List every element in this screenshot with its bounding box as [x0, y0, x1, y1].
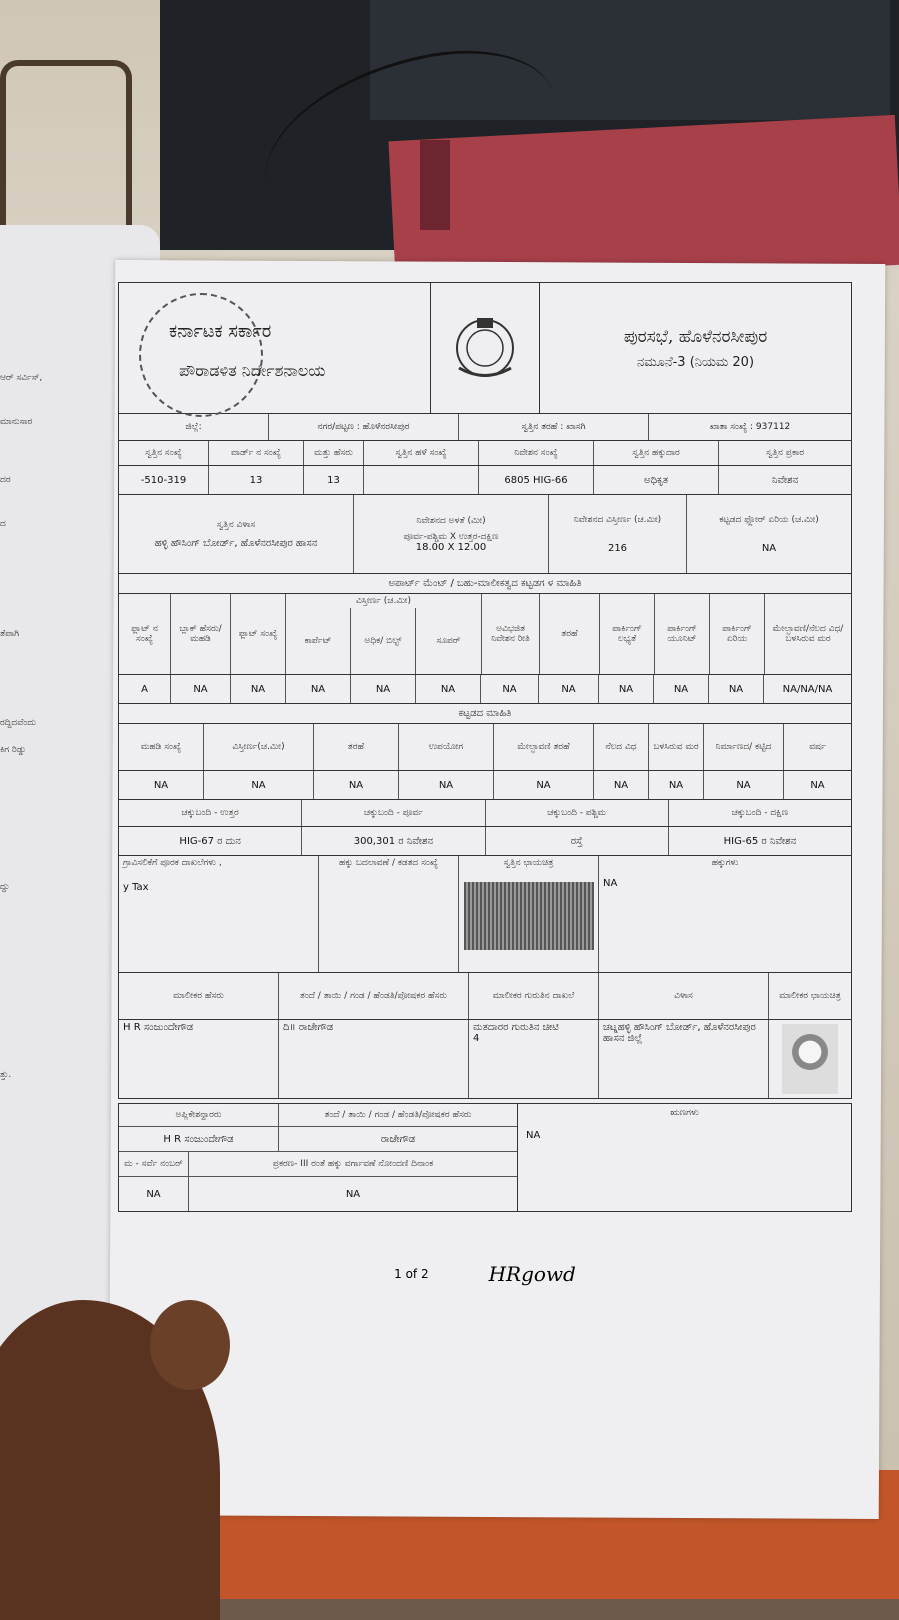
- property-photo-label: ಸ್ವತ್ತಿನ ಛಾಯಚಿತ್ರ: [503, 858, 554, 868]
- owner-header-cell: ವಿಳಾಸ: [599, 973, 769, 1019]
- ids-header-cell: ಮತ್ತು ಹೆಸರು: [304, 441, 364, 465]
- apartment-header-cell: ಫ್ಲಾಟ್ ಸಂಖ್ಯೆ: [231, 594, 286, 674]
- apartment-area-subheader: ವಿಸ್ತೀರ್ಣ (ಚ.ಮೀ): [355, 596, 412, 606]
- area-cell: [549, 495, 687, 573]
- apartment-header-cell: ಅವಿಭಜಿತ ನಿವೇಶನ ರೀತಿ: [482, 594, 540, 674]
- building-header-cell: ವರ್ಷ: [809, 742, 826, 752]
- building-header-cell: ಬಳಸಿರುವ ಮರ: [649, 724, 704, 770]
- applicant-header-row: [119, 1104, 517, 1127]
- apartment-value-cell: NA: [351, 675, 416, 703]
- applicant-name: H R ಸಂಜುಂದೇಗೌಡ: [119, 1127, 279, 1151]
- owner-header-cell: ಮಾಲೀಕರ ಹೆಸರು: [119, 973, 279, 1019]
- building-value-row: [118, 771, 852, 800]
- apartment-value-cell: NA: [416, 675, 481, 703]
- dimension-sub: ಪೂರ್ವ-ಪಶ್ಚಿಮ X ಉತ್ತರ-ದಕ್ಷಿಣ: [403, 531, 499, 542]
- ids-header-cell: ಸ್ವತ್ತಿನ ಸಂಖ್ಯೆ: [119, 441, 209, 465]
- red-folder-tab: [420, 140, 450, 230]
- boundary-label: ಚಕ್ಕುಬಂದಿ - ದಕ್ಷಿಣ: [731, 808, 789, 818]
- building-value-cell: NA: [649, 771, 704, 799]
- documents-label: ಗ್ರಾವಿಸಲಿಕೆಗೆ ಪೂರಕ ದಾಖಲೆಗಳು ,: [123, 858, 222, 868]
- building-header-cell: ತರಹೆ: [314, 724, 399, 770]
- left-snippet: ದ್ದು: [0, 882, 10, 892]
- owner-header-row: [118, 973, 852, 1020]
- property-photo-cell: [459, 856, 599, 972]
- rights-cell: [599, 856, 851, 972]
- signature: HRgowd: [488, 1262, 576, 1286]
- ids-value-cell: 13: [209, 466, 304, 494]
- owner-id-cell: [469, 1020, 599, 1098]
- building-value-cell: NA: [810, 779, 825, 791]
- apartment-value-cell: NA: [654, 675, 709, 703]
- dimension-value: 18.00 X 12.00: [415, 541, 487, 553]
- left-snippet: ಮಾನುಸಾರ: [0, 417, 33, 427]
- apartment-header-cell: ಪಾರ್ಕಿಂಗ್ ಯೂನಿಟ್: [655, 594, 710, 674]
- ids-value-row: [118, 466, 852, 495]
- document-footer: [118, 1262, 852, 1286]
- property-photo: [464, 882, 594, 950]
- building-value-cell: NA: [119, 771, 204, 799]
- district-label: ಜಿಲ್ಲೆ:: [119, 414, 269, 440]
- owner-id-number: 4: [473, 1033, 480, 1044]
- ids-value-cell: 6805 HIG-66: [479, 466, 594, 494]
- apartment-header-cell: ಬ್ಲಾಕ್ ಹೆಸರು/ ಮಹಡಿ: [171, 594, 231, 674]
- owner-parent: ದಿ॥ ರಾಜೇಗೌಡ: [279, 1020, 469, 1098]
- page-number: 1 of 2: [394, 1267, 429, 1281]
- building-header-cell: ಮಹಡಿ ಸಂಖ್ಯೆ: [119, 724, 204, 770]
- apartment-value-cell: NA: [231, 675, 286, 703]
- documents-value: y Tax: [123, 882, 149, 893]
- address-value: ಹಳ್ಳಿ ಹೌಸಿಂಗ್ ಬೋರ್ಡ್, ಹೊಳೆನರಸೀಪುರ ಹಾಸನ: [154, 537, 318, 549]
- survey-label: ಮ - ಸರ್ವೆ ನಂಬರ್: [119, 1152, 189, 1176]
- property-type: ಸ್ವತ್ತಿನ ತರಹೆ : ಖಾಸಗಿ: [459, 414, 649, 440]
- building-section-title: ಕಟ್ಟಡದ ಮಾಹಿತಿ: [118, 704, 852, 724]
- apartment-header-row: [118, 594, 852, 675]
- building-value-cell: NA: [314, 771, 399, 799]
- apartment-value-cell: NA: [599, 675, 654, 703]
- boundary-label: ಚಕ್ಕುಬಂದಿ - ಪೂರ್ವ: [302, 800, 485, 826]
- apartment-value-cell: NA/NA/NA: [782, 683, 833, 695]
- mutation-label: ಹಕ್ಕು ಬದಲಾವಣೆ / ಕಡತದ ಸಂಖ್ಯೆ: [338, 858, 438, 868]
- apartment-header-cell: ಪಾರ್ಕಿಂಗ್ ಏರಿಯ: [710, 594, 765, 674]
- survey-value-row: [119, 1177, 517, 1211]
- built-area-value: NA: [761, 542, 777, 554]
- owner-header-cell: ಮಾಲೀಕರ ಗುರುತಿನ ದಾಖಲೆ: [469, 973, 599, 1019]
- ids-value-cell: 13: [304, 466, 364, 494]
- apartment-value-cell: NA: [286, 675, 351, 703]
- building-header-cell: ವಿಸ್ತೀರ್ಣ(ಚ.ಮೀ): [204, 724, 314, 770]
- ids-value-cell: ಅಧಿಕೃತ: [594, 466, 719, 494]
- header-left-title: ಕರ್ನಾಟಕ ಸರ್ಕಾರ: [169, 321, 272, 342]
- thumb: [150, 1300, 230, 1390]
- header-right-title: ಪುರಸಭೆ, ಹೊಳೆನರಸೀಪುರ: [623, 326, 768, 347]
- apartment-value-cell: NA: [481, 675, 539, 703]
- apartment-value-cell: NA: [539, 675, 599, 703]
- building-value-cell: NA: [399, 771, 494, 799]
- owner-header-cell: ಮಾಲೀಕರ ಛಾಯಚಿತ್ರ: [779, 991, 841, 1001]
- boundary-value: HIG-67 ರ ದುನ: [119, 827, 302, 855]
- applicant-label: ಅಪ್ಲಿಕೇಶನ್ದಾರರು: [119, 1104, 279, 1126]
- apartment-header-cell: ಫ್ಲಾಟ್ ನ ಸಂಖ್ಯೆ: [119, 594, 171, 674]
- header-left: [119, 283, 430, 413]
- apartment-area-group: [286, 594, 482, 674]
- loans-label: ಋಣಗಳು: [670, 1108, 699, 1118]
- left-snippet: ತೆಪಾಗಿ: [0, 629, 19, 639]
- area-label: ನಿವೇಶನದ ವಿಸ್ತೀರ್ಣ (ಚ.ಮೀ): [573, 514, 662, 525]
- building-header-cell: ಉಪಯೋಗ: [399, 724, 494, 770]
- emblem-icon: [445, 308, 525, 388]
- area-value: 216: [607, 542, 628, 554]
- applicant-table: [118, 1103, 518, 1212]
- ids-header-cell: ವಾರ್ಡ್ ನ ಸಂಖ್ಯೆ: [209, 441, 304, 465]
- survey-date-label: ಪ್ರಕರಣ- III ರಂತೆ ಹಕ್ಕು ವರ್ಗಾವಣೆ ನೋಂದಣಿ ದಿನಾಂಕ: [272, 1159, 434, 1169]
- info-row: [118, 414, 852, 441]
- built-area-label: ಕಟ್ಟಡದ ಫ್ಲೋರ್ ಏರಿಯ (ಚ.ಮೀ): [719, 514, 819, 525]
- survey-value: NA: [119, 1177, 189, 1211]
- owner-photo: [782, 1024, 838, 1094]
- boundary-value: ರಸ್ತೆ: [486, 827, 669, 855]
- left-snippet: ತ್ತು.: [0, 1070, 12, 1080]
- left-snippet: ಆರ್ ಸರ್ವಿಸ್,: [0, 373, 43, 383]
- address-cell: [119, 495, 354, 573]
- ids-header-cell: ಸ್ವತ್ತಿನ ಪ್ರಕಾರ: [766, 448, 804, 458]
- apartment-area-columns: [286, 608, 481, 674]
- built-area-cell: [687, 495, 851, 573]
- document-header: [118, 282, 852, 414]
- survey-header-row: [119, 1152, 517, 1177]
- property-document: [118, 282, 852, 1212]
- apartment-value-cell: NA: [709, 675, 764, 703]
- header-left-subtitle: ಪೌರಾಡಳಿತ ನಿರ್ದೇಶನಾಲಯ: [179, 361, 326, 380]
- state-emblem: [430, 283, 540, 413]
- ids-value-cell: [364, 466, 479, 494]
- owner-id-doc: ಮತದಾರರ ಗುರುತಿನ ಚೀಟಿ: [473, 1022, 559, 1033]
- boundary-value-row: [118, 827, 852, 856]
- survey-date-value: NA: [345, 1188, 361, 1200]
- boundary-label-row: [118, 800, 852, 827]
- chair: [0, 60, 132, 246]
- building-value-cell: NA: [204, 771, 314, 799]
- owner-name: H R ಸಂಜುಂದೇಗೌಡ: [119, 1020, 279, 1098]
- apartment-value-cell: A: [119, 675, 171, 703]
- city-label: ನಗರ/ಪಟ್ಟಣ : ಹೊಳೆನರಸೀಪುರ: [269, 414, 459, 440]
- header-right: [540, 283, 851, 413]
- applicant-parent: ರಾಜೇಗೌಡ: [380, 1133, 416, 1145]
- owner-value-row: [118, 1020, 852, 1099]
- building-header-cell: ನೆಲದ ವಿಧ: [594, 724, 649, 770]
- loans-value: NA: [526, 1130, 541, 1141]
- owner-photo-cell: [769, 1020, 851, 1098]
- apartment-header-cell: ಕಾರ್ಪೆಟ್: [286, 608, 351, 674]
- address-row: [118, 495, 852, 574]
- dimension-cell: [354, 495, 549, 573]
- owner-address: ಚಟ್ನಹಳ್ಳಿ ಹೌಸಿಂಗ್ ಬೋರ್ಡ್, ಹೊಳೆನರಸೀಪುರ ಹಾಸನ ಜಿಲ್ಲೆ: [599, 1020, 769, 1098]
- ids-header-cell: ಸ್ವತ್ತಿನ ಹಕ್ಕುದಾರ: [594, 441, 719, 465]
- seal-stamp: [139, 293, 263, 417]
- building-header-row: [118, 724, 852, 771]
- rights-value: NA: [603, 878, 618, 889]
- dimension-label: ನಿವೇಶನದ ಅಳತೆ (ಮೀ): [416, 515, 486, 526]
- lower-block: [118, 1103, 852, 1212]
- left-snippet: ದ: [0, 519, 6, 529]
- left-snippet: ದರ: [0, 475, 11, 485]
- documents-row: [118, 856, 852, 973]
- boundary-value: HIG-65 ರ ನಿವೇಶನ: [723, 835, 797, 847]
- applicant-parent-label: ತಂದೆ / ತಾಯಿ / ಗಂಡ / ಹೆಂಡತಿ/ಪೋಷಕರ ಹೆಸರು: [324, 1110, 472, 1120]
- loans-table: [518, 1103, 852, 1212]
- ids-value-cell: -510-319: [119, 466, 209, 494]
- building-value-cell: NA: [494, 771, 594, 799]
- left-snippet: ರದ್ದಿದವೆಂದು: [0, 718, 37, 728]
- apartment-header-cell: ಮೇಲ್ಛಾವಣಿ/ನೆಲದ ವಿಧ/ಬಳಸಿರುವ ಮರ: [772, 624, 844, 644]
- left-snippet: ಕಿಗ ರಿಡ್ಡು: [0, 745, 27, 755]
- ids-value-cell: ನಿವೇಶನ: [771, 474, 799, 486]
- rights-label: ಹಕ್ಕುಗಳು: [711, 858, 739, 868]
- boundary-label: ಚಕ್ಕುಬಂದಿ - ಪಶ್ಚಿಮ: [486, 800, 669, 826]
- apartment-section-title: ಅಪಾರ್ಟ್ ಮೆಂಟ್ / ಬಹು-ಮಾಲೀಕತ್ವದ ಕಟ್ಟಡಗ ಳ ಮಾಹಿತಿ: [118, 574, 852, 594]
- khata-number: ಖಾತಾ ಸಂಖ್ಯೆ : 937112: [709, 422, 791, 432]
- address-label: ಸ್ವತ್ತಿನ ವಿಳಾಸ: [216, 519, 256, 530]
- boundary-value: 300,301 ರ ನಿವೇಶನ: [302, 827, 485, 855]
- apartment-value-cell: NA: [171, 675, 231, 703]
- ids-header-cell: ಸ್ವತ್ತಿನ ಹಳೆ ಸಂಖ್ಯೆ: [364, 441, 479, 465]
- apartment-header-cell: ಅಧಿಕ/ ಬಿಲ್ಟ್: [351, 608, 416, 674]
- building-header-cell: ಮೇಲ್ಛಾವಣಿ ತರಹೆ: [494, 724, 594, 770]
- apartment-header-cell: ತರಹೆ: [540, 594, 600, 674]
- header-right-subtitle: ನಮೂನೆ-3 (ನಿಯಮ 20): [636, 354, 755, 370]
- building-header-cell: ನಿರ್ಮಾಣದ/ ಕಟ್ಟಿದ: [704, 724, 784, 770]
- boundary-label: ಚಕ್ಕುಬಂದಿ - ಉತ್ತರ: [119, 800, 302, 826]
- mutation-cell: [319, 856, 459, 972]
- apartment-header-cell: ಸೂಪರ್: [436, 636, 461, 646]
- ids-header-cell: ನಿವೇಶನ ಸಂಖ್ಯೆ: [479, 441, 594, 465]
- apartment-header-cell: ಪಾರ್ಕಿಂಗ್ ಲಭ್ಯತೆ: [600, 594, 655, 674]
- ids-header-row: [118, 441, 852, 466]
- applicant-value-row: [119, 1127, 517, 1152]
- owner-header-cell: ತಂದೆ / ತಾಯಿ / ಗಂಡ / ಹೆಂಡತಿ/ಪೋಷಕರ ಹೆಸರು: [279, 973, 469, 1019]
- building-value-cell: NA: [594, 771, 649, 799]
- apartment-value-row: [118, 675, 852, 704]
- documents-cell: [119, 856, 319, 972]
- building-value-cell: NA: [704, 771, 784, 799]
